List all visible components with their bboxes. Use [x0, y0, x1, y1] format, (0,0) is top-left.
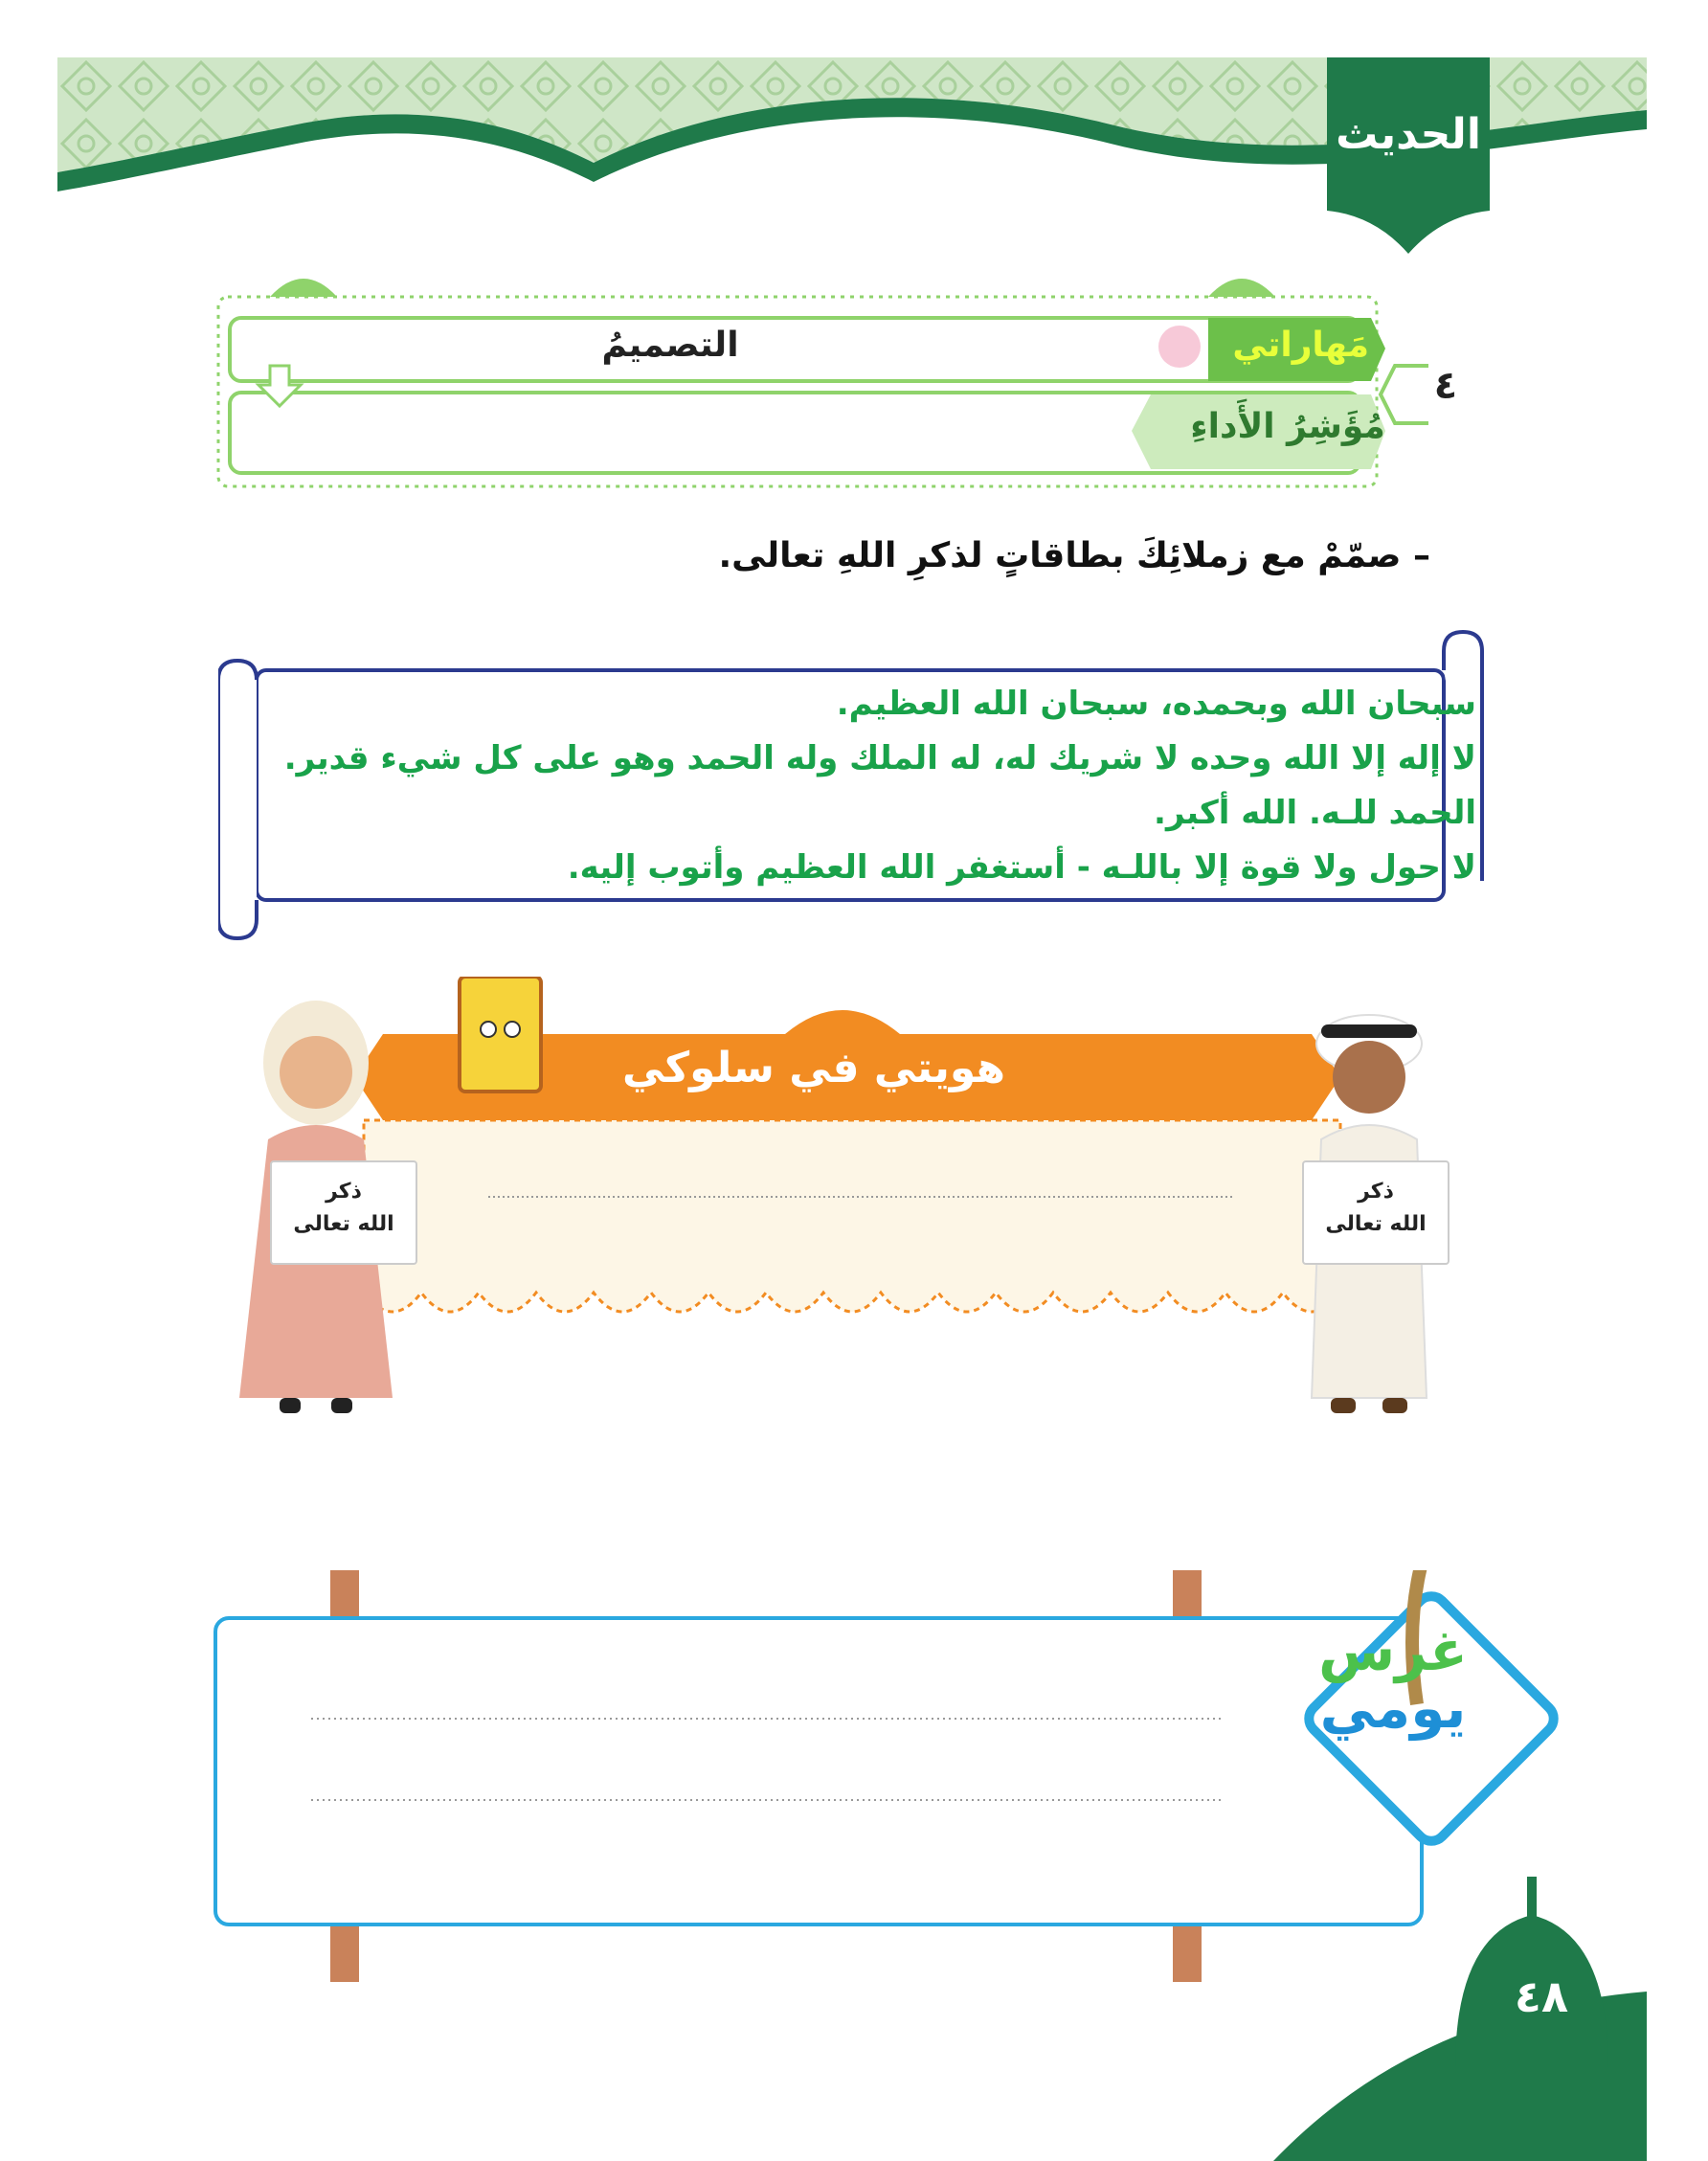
book-mascot-icon	[460, 977, 541, 1092]
skills-frame	[213, 251, 1428, 490]
scroll-line-3: الحمد للـه. الله أكبر.	[1154, 794, 1476, 832]
behavior-title: هويتي في سلوكي	[622, 1044, 1005, 1092]
sign-right-line2: الله تعالى	[1325, 1212, 1427, 1236]
scroll-line-4: لا حول ولا قوة إلا باللـه - أستغفر الله العظيم وأتوب إليه.	[567, 848, 1476, 887]
sign-left	[270, 1160, 417, 1265]
indicator-label: مُؤَشِرُ الأَداءِ	[1190, 407, 1385, 446]
skill-number: ٤	[1433, 364, 1458, 408]
sign-right	[1302, 1160, 1450, 1265]
girl-avatar-icon	[1158, 326, 1201, 368]
daily-badge-line2: يومي	[1319, 1676, 1467, 1741]
skill-label: مَهاراتي	[1232, 326, 1369, 365]
dhikr-scroll	[218, 622, 1492, 948]
instruction-text: – صمّمْ مع زملائِكَ بطاقاتٍ لذكرِ اللهِ تعالى.	[718, 536, 1430, 575]
skill-value: التصميمُ	[601, 326, 739, 365]
daily-badge-line1: غرس	[1318, 1618, 1468, 1683]
scroll-line-1: سبحان الله وبحمده، سبحان الله العظيم.	[836, 685, 1476, 723]
scroll-line-2: لا إله إلا الله وحده لا شريك له، له الملك وله الحمد وهو على كل شيء قدير.	[283, 739, 1476, 777]
sign-left-line2: الله تعالى	[293, 1212, 394, 1236]
sign-left-line1: ذكر	[326, 1180, 362, 1204]
sign-right-line1: ذكر	[1358, 1180, 1394, 1204]
section-title: الحديث	[1336, 110, 1481, 159]
page-number: ٤٨	[1514, 1970, 1569, 2022]
